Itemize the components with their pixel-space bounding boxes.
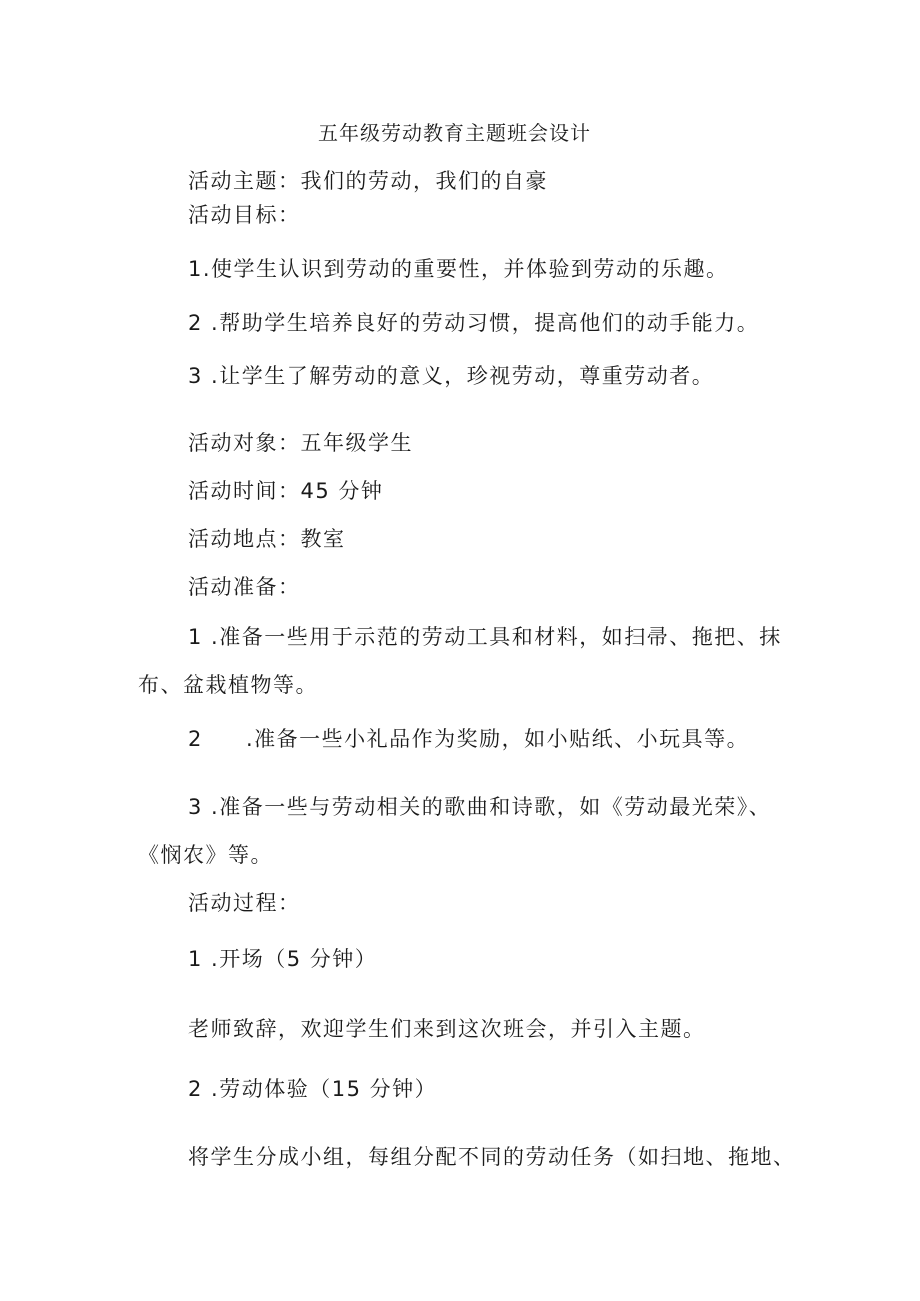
process-step-1-desc: 老师致辞，欢迎学生们来到这次班会，并引入主题。 (188, 1017, 706, 1041)
process-step-2-desc: 将学生分成小组，每组分配不同的劳动任务（如扫地、拖地、 (188, 1145, 796, 1169)
goal-item-2: 2 .帮助学生培养良好的劳动习惯，提高他们的动手能力。 (188, 311, 760, 335)
goals-label: 活动目标： (188, 203, 301, 227)
goal-item-1: 1.使学生认识到劳动的重要性，并体验到劳动的乐趣。 (188, 257, 729, 281)
prep-item-3-line-1: 3 .准备一些与劳动相关的歌曲和诗歌，如《劳动最光荣》、 (188, 795, 772, 819)
process-label: 活动过程： (188, 891, 301, 915)
activity-place: 活动地点：教室 (188, 527, 346, 551)
prep-label: 活动准备： (188, 575, 301, 599)
prep-item-2-text: .准备一些小礼品作为奖励，如小贴纸、小玩具等。 (246, 727, 750, 751)
document-title: 五年级劳动教育主题班会设计 (318, 121, 591, 145)
process-step-2: 2 .劳动体验（15 分钟） (188, 1077, 438, 1101)
prep-item-2-number: 2 (188, 727, 203, 751)
activity-theme: 活动主题：我们的劳动，我们的自豪 (188, 169, 548, 193)
prep-item-1-line-1: 1 .准备一些用于示范的劳动工具和材料，如扫帚、拖把、抹 (188, 625, 782, 649)
goal-item-3: 3 .让学生了解劳动的意义，珍视劳动，尊重劳动者。 (188, 364, 715, 388)
prep-item-3-line-2: 《悯农》等。 (138, 843, 273, 867)
prep-item-1-line-2: 布、盆栽植物等。 (138, 673, 318, 697)
process-step-1: 1 .开场（5 分钟） (188, 947, 378, 971)
activity-time: 活动时间：45 分钟 (188, 479, 384, 503)
activity-target: 活动对象：五年级学生 (188, 431, 413, 455)
